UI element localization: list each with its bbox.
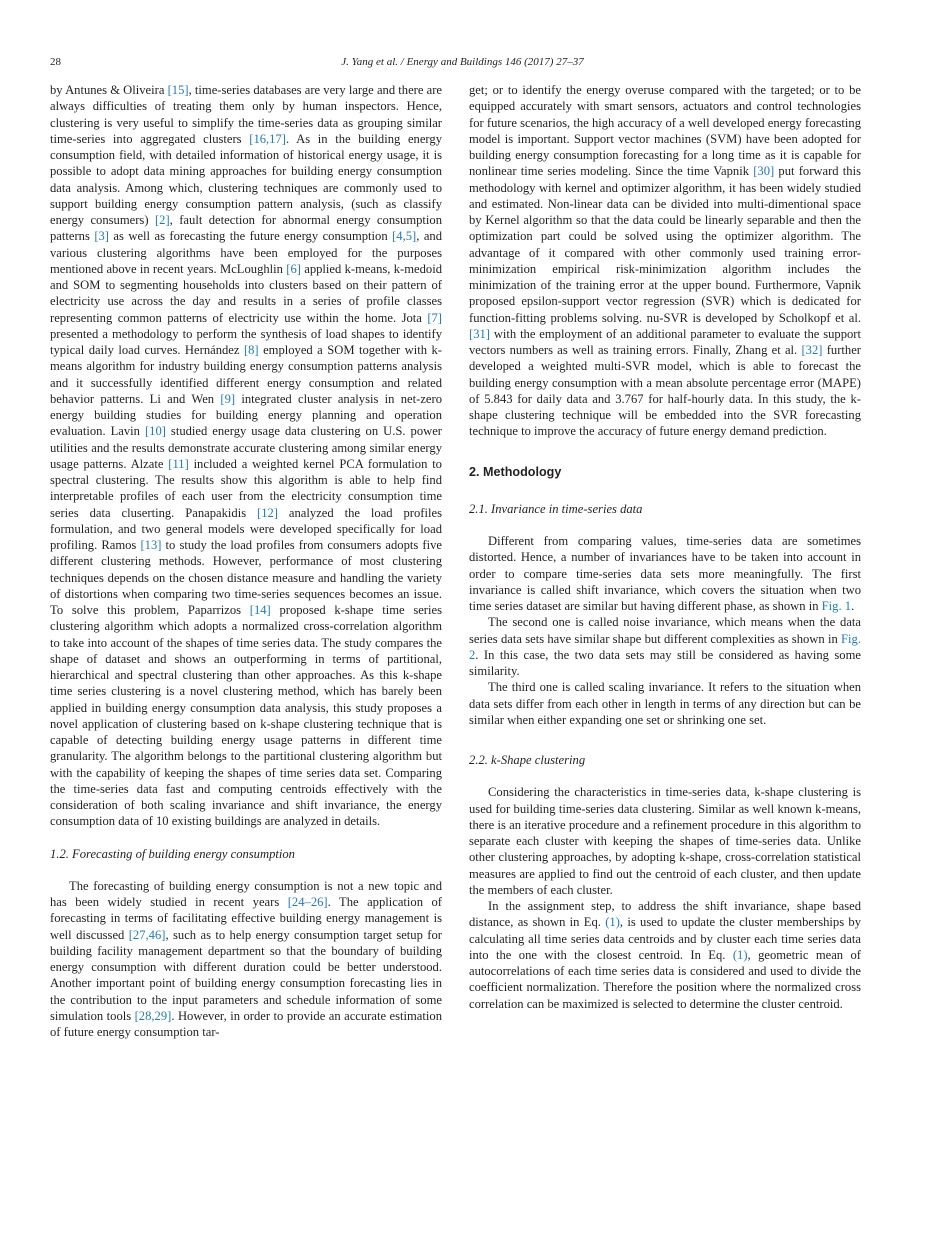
page-number: 28 xyxy=(50,56,61,68)
paragraph: The forecasting of building energy consumption is not a new topic and has been widely studied in recent years [24–26]. The application of forecasting in terms of facilitating effective building energy management is well discussed [27,46], such as to help energy consumption target setup for building facility management department so that the boundary of building energy consumption with different duration could be better understood. Another important point of building energy consumption forecasting lies in the contribution to the input parameters and schedule information of some simulation tools [28,29]. However, in order to provide an accurate estimation of future energy consumption tar- xyxy=(50,878,443,1039)
citation-link[interactable]: [3] xyxy=(94,229,109,244)
citation-link[interactable]: (1) xyxy=(605,915,620,930)
citation-link[interactable]: [9] xyxy=(220,391,236,406)
citation-link[interactable]: [12] xyxy=(257,505,278,520)
citation-link[interactable]: [8] xyxy=(243,343,259,357)
citation-link[interactable]: [32] xyxy=(801,343,823,357)
citation-link[interactable]: [4,5] xyxy=(392,229,417,244)
right-column xyxy=(469,82,861,1012)
citation-link[interactable]: (1) xyxy=(732,947,748,962)
running-header: J. Yang et al. / Energy and Buildings 146 (2017) 27–37 xyxy=(341,56,584,68)
left-column xyxy=(50,82,442,1040)
paragraph: Different from comparing values, time-series data are sometimes distorted. Hence, a number of invariances have to be taken into account in order to compare time-series data sets more meaningfully. The first invariance is called shift invariance, which covers the situation when two time series dataset are similar but having different phase, as shown in Fig. 1. xyxy=(469,534,861,613)
citation-link[interactable]: [11] xyxy=(168,456,189,471)
subsection-heading: 1.2. Forecasting of building energy consumption xyxy=(50,846,295,861)
citation-link[interactable]: [16,17] xyxy=(249,131,286,146)
citation-link[interactable]: [31] xyxy=(469,326,490,341)
citation-link[interactable]: [6] xyxy=(286,261,301,276)
citation-link[interactable]: [30] xyxy=(753,164,775,179)
paragraph: The second one is called noise invariance, which means when the data series data sets have similar shape but different complexities as shown in Fig. 2. In this case, the two data sets may still be considered as having some similarity. xyxy=(469,615,861,678)
citation-link[interactable]: [27,46] xyxy=(128,927,166,942)
citation-link[interactable]: [10] xyxy=(144,424,166,439)
citation-link[interactable]: [15] xyxy=(167,83,189,97)
subsection-heading: 2.2. k-Shape clustering xyxy=(469,753,586,767)
citation-link[interactable]: Fig. 2 xyxy=(469,631,861,662)
citation-link[interactable]: [28,29] xyxy=(134,1008,172,1023)
paragraph: by Antunes & Oliveira [15], time-series databases are very large and there are always difficulties of treating them only by human inspectors. Hence, clustering is very useful to simplify the time-series data as grouping similar time-series into aggregated clusters [16,17]. As in the building energy consumption field, with detailed information of historical energy usage, it is possible to adopt data mining approaches for building energy consumption data analysis. Among which, clustering techniques are commonly used to support building energy consumption pattern analysis, (such as classify energy consumers) [2], fault detection for abnormal energy consumption patterns [3] as well as forecasting the future energy consumption [4,5], and various clustering algorithms have been employed for the purposes mentioned above in recent years. McLoughlin [6] applied k-means, k-medoid and SOM to segmenting households into clusters based on their pattern of electricity use across the day and results in a series of profile classes representing common patterns of electricity use within the home. Jota [7] presented a methodology to perform the synthesis of load shapes to identify typical daily load curves. Hernández [8] employed a SOM together with k-means algorithm for industry building energy consumption patterns analysis and it successfully identified different energy consumption and related behavior patterns. Li and Wen [9] integrated cluster analysis in net-zero energy building studies for building energy planning and operation evaluation. Lavin [10] studied energy usage data clustering on U.S. power utilities and the results demonstrate accurate clustering among similar energy usage patterns. Alzate [11] included a weighted kernel PCA formulation to spectral clustering. The results show this algorithm is able to help find interpretable profiles of each user from the electricity consumption time series data cluserting. Panapakidis [12] analyzed the load profiles formulation, and two general models were developed specifically for load profiling. Ramos [13] to study the load profiles from consumers adopts five different clustering methods. However, performance of most clustering techniques depends on the chosen distance measure and handling the variety of distortions when comparing two time-series sequences becomes an issue. To solve this problem, Paparrizos [14] proposed k-shape time series clustering algorithm which adopts a normalized cross-correlation algorithm to take into account of the shapes of time series data. The study compares the shape of dataset and shows an outperforming in terms of partitional, hierarchical and spectral clustering than other approaches. As this k-shape time series clustering is a novel clustering method, which has barely been applied in building energy consumption data analysis, this study proposes a novel application of clustering based on k-shape clustering technique that is capable of detecting building energy usage patterns in different time granularity. The algorithm belongs to the partitional clustering algorithm but with the capability of keeping the shapes of time series data set. Comparing the time-series data fast and computing centroids effectively with the consideration of both scaling invariance and shift invariance, the energy consumption data of 10 existing buildings are analyzed in details. xyxy=(50,83,443,829)
citation-link[interactable]: [2] xyxy=(154,213,170,227)
citation-link[interactable]: [14] xyxy=(249,603,271,617)
paragraph: The third one is called scaling invariance. It refers to the situation when data sets differ from each other in length in terms of any direction but can be similar when either expanding one set or shrinking one set. xyxy=(469,680,861,727)
section-heading: 2. Methodology xyxy=(469,464,562,479)
paragraph: Considering the characteristics in time-series data, k-shape clustering is used for building time-series data clustering. Similar as well known k-means, there is an iterative procedure and a refinement procedure in this algorithm to separate each cluster with keeping the shapes of time-series data. Unlike other clustering approaches, by adopting k-shape, cross-correlation statistical measures are applied to find out the centroid of each cluster, and then update the members of each cluster. xyxy=(469,785,861,897)
citation-link[interactable]: [24–26] xyxy=(287,895,328,909)
subsection-heading: 2.1. Invariance in time-series data xyxy=(469,501,643,516)
citation-link[interactable]: [13] xyxy=(140,538,162,552)
citation-link[interactable]: [7] xyxy=(427,310,442,325)
paragraph: get; or to identify the energy overuse compared with the targeted; or to be equipped accurately with smart sensors, actuators and control technologies for future scenarios, the high accuracy of a well developed energy forecasting model is important. Support vector machines (SVM) have been adopted for building energy consumption forecasting for a long time as it is capable for nonlinear time series modeling. Since the time Vapnik [30] put forward this methodology with kernel and optimizer algorithm, it has been widely studied and estimated. Non-linear data can be divided into multi-dimentional space by Kernel algorithm so that the data could be linearly separable and then the optimization part could be solved using the optimizer algorithm. The advantage of it compared with other commonly used training error-minimization empirical risk-minimization algorithm includes the minimization of the training error at the upper bound. Furthermore, Vapnik proposed epsilon-support vector regression (SVR) which is dedicated for function-fitting problems solving. nu-SVR is developed by Scholkopf et al. [31] with the employment of an additional parameter to evaluate the support vectors numbers as well as training errors. Finally, Zhang et al. [32] further developed a weighted multi-SVR model, which is able to forecast the building energy consumption with a mean absolute percentage error (MAPE) of 5.843 for daily data and 3.767 for half-hourly data. In this study, the k-shape clustering technique will be embedded into the SVR forecasting technique to improve the accuracy of future energy demand prediction. xyxy=(469,83,861,439)
citation-link[interactable]: Fig. 1 xyxy=(821,599,852,613)
paragraph: In the assignment step, to address the shift invariance, shape based distance, as shown in Eq. (1), is used to update the cluster memberships by calculating all time series data centroids and by cluster each time series data into the one with the closest centroid. In Eq. (1), geometric mean of autocorrelations of each time series data is considered and used to divide the coefficient normalization. Therefore the position where the normalized cross correlation can be maximized is selected to determine the cluster centroid. xyxy=(469,899,861,1011)
